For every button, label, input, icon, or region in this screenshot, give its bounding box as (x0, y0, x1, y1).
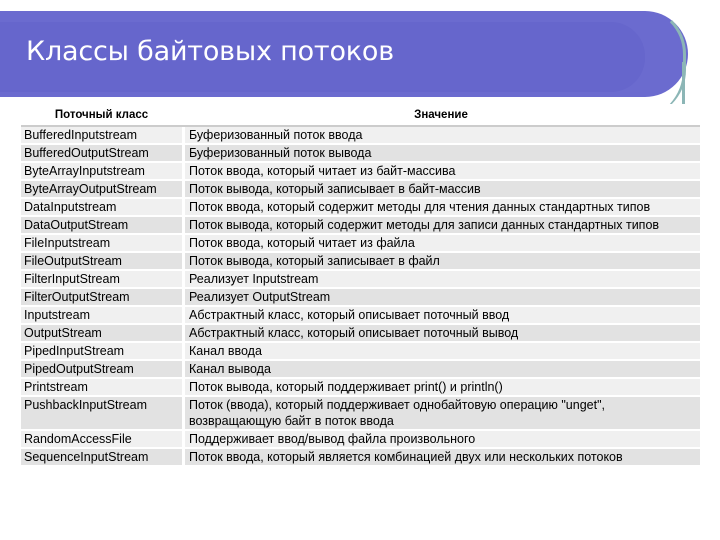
table-row (21, 217, 700, 235)
class-description-cell: Поток вывода, который записывает в байт-массив (182, 181, 700, 199)
table-row (21, 235, 700, 253)
class-name-cell: BufferedOutputStream (21, 145, 182, 163)
class-name-cell: SequenceInputStream (21, 449, 182, 467)
class-name-cell: FileOutputStream (21, 253, 182, 271)
table-row (21, 253, 700, 271)
class-name-cell: DataInputstream (21, 199, 182, 217)
table-row (21, 199, 700, 217)
class-description-cell: Поток вывода, который записывает в файл (182, 253, 700, 271)
class-name-cell: PushbackInputStream (21, 397, 182, 431)
class-name-cell: FilterInputStream (21, 271, 182, 289)
table-row (21, 397, 700, 431)
class-name-cell: OutputStream (21, 325, 182, 343)
table-row (21, 379, 700, 397)
class-name-cell: DataOutputStream (21, 217, 182, 235)
class-description-cell: Поток ввода, который содержит методы для чтения данных стандартных типов (182, 199, 700, 217)
table-row (21, 361, 700, 379)
class-description-cell: Поддерживает ввод/вывод файла произвольного (182, 431, 700, 449)
class-description-cell: Канал вывода (182, 361, 700, 379)
table-row (21, 449, 700, 467)
table-header-row (21, 104, 700, 127)
table-row (21, 307, 700, 325)
class-description-cell: Абстрактный класс, который описывает поточный вывод (182, 325, 700, 343)
class-description-cell: Реализует OutputStream (182, 289, 700, 307)
class-description-cell: Поток ввода, который читает из файла (182, 235, 700, 253)
class-description-cell: Поток ввода, который является комбинацией двух или нескольких потоков (182, 449, 700, 467)
table-row (21, 181, 700, 199)
class-description-cell: Абстрактный класс, который описывает поточный ввод (182, 307, 700, 325)
stream-classes-table (21, 104, 700, 467)
class-name-cell: Printstream (21, 379, 182, 397)
page-title: Классы байтовых потоков (26, 36, 394, 67)
class-description-cell: Буферизованный поток ввода (182, 127, 700, 145)
class-name-cell: FilterOutputStream (21, 289, 182, 307)
class-description-cell: Реализует Inputstream (182, 271, 700, 289)
table-row (21, 343, 700, 361)
class-description-cell: Поток (ввода), который поддерживает однобайтовую операцию "unget", возвращающую байт в поток ввода (182, 397, 700, 431)
table-row (21, 325, 700, 343)
class-name-cell: FileInputstream (21, 235, 182, 253)
class-name-cell: PipedInputStream (21, 343, 182, 361)
table-row (21, 431, 700, 449)
class-name-cell: Inputstream (21, 307, 182, 325)
class-description-cell: Поток вывода, который поддерживает print() и println() (182, 379, 700, 397)
class-name-cell: ByteArrayOutputStream (21, 181, 182, 199)
table-row (21, 145, 700, 163)
class-description-cell: Буферизованный поток вывода (182, 145, 700, 163)
class-description-cell: Поток ввода, который читает из байт-массива (182, 163, 700, 181)
table-row (21, 163, 700, 181)
class-name-cell: RandomAccessFile (21, 431, 182, 449)
accent-arc (628, 6, 686, 118)
column-header-class: Поточный класс (21, 104, 182, 127)
class-description-cell: Канал ввода (182, 343, 700, 361)
class-description-cell: Поток вывода, который содержит методы для записи данных стандартных типов (182, 217, 700, 235)
table-body (21, 127, 700, 467)
class-name-cell: PipedOutputStream (21, 361, 182, 379)
class-name-cell: BufferedInputstream (21, 127, 182, 145)
class-name-cell: ByteArrayInputstream (21, 163, 182, 181)
table-row (21, 127, 700, 145)
table-row (21, 289, 700, 307)
column-header-meaning: Значение (182, 104, 700, 127)
accent-line (682, 62, 685, 106)
table-row (21, 271, 700, 289)
